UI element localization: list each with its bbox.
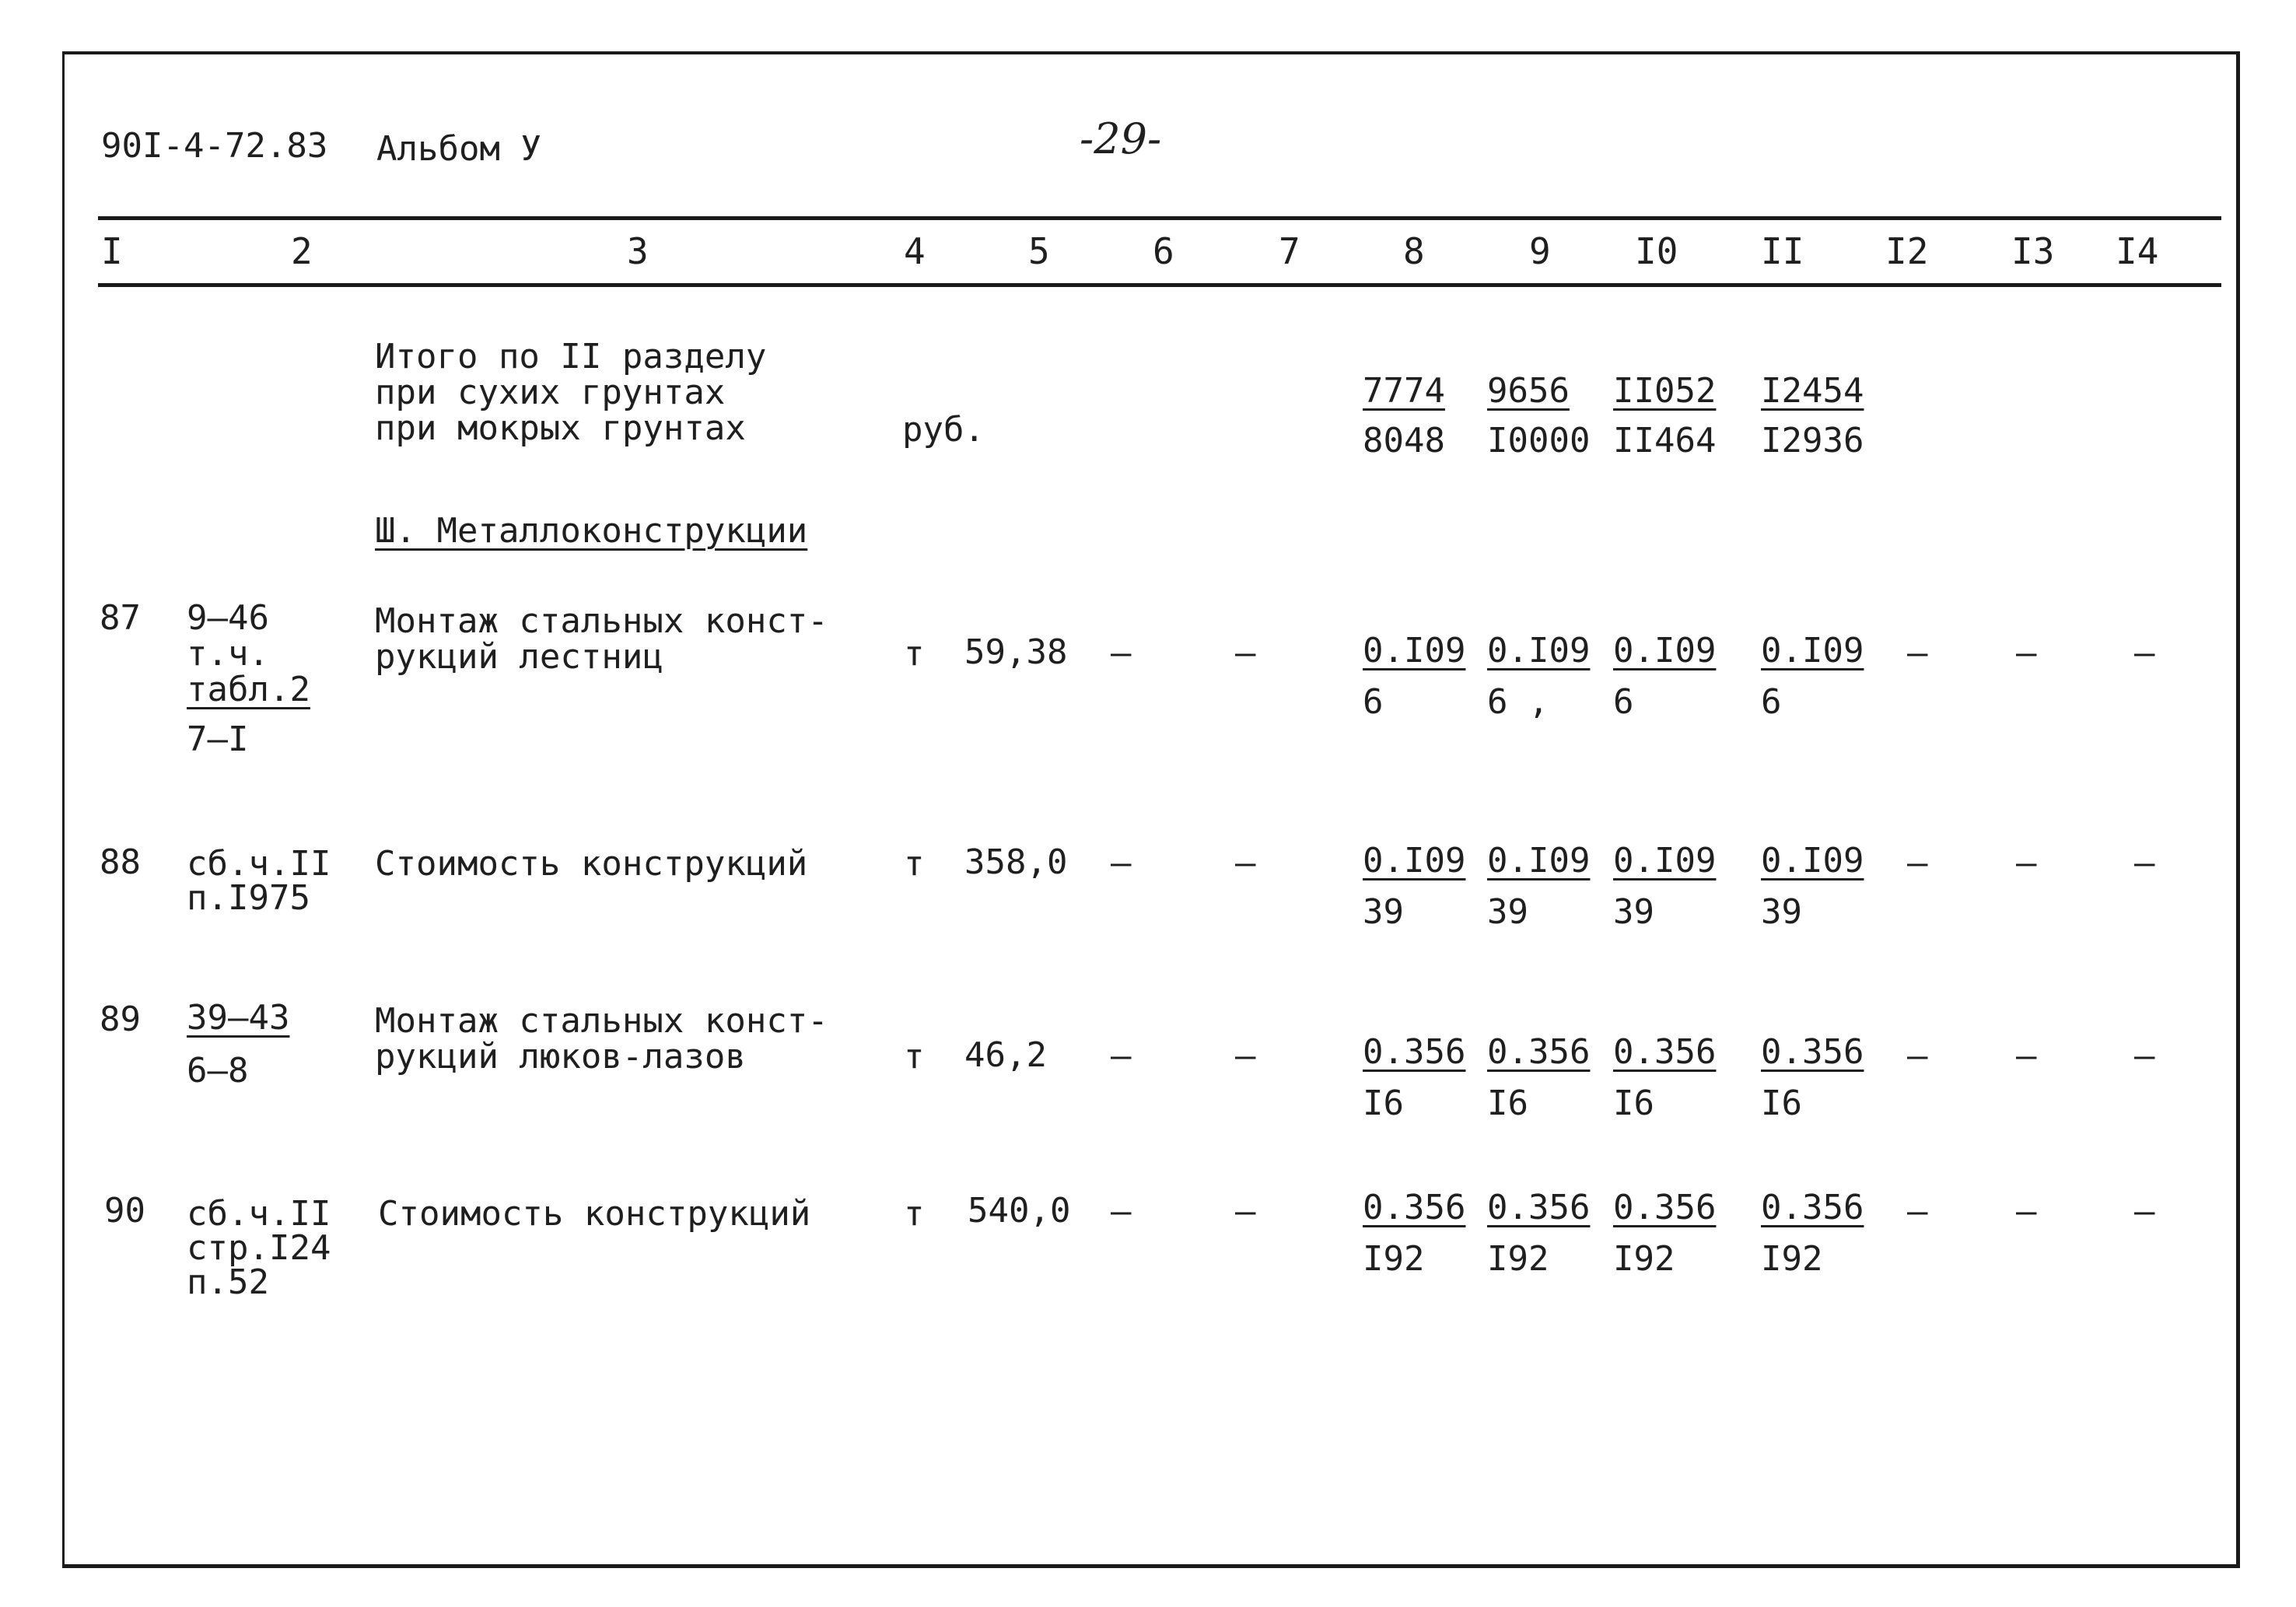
row-89-c14: – [2134,1036,2155,1076]
row-89-c11-top: 0.356 [1761,1032,1864,1072]
row-90-unit: т [904,1194,925,1234]
row-89-c13: – [2016,1036,2037,1076]
row-89-c9-bottom: I6 [1487,1084,1528,1123]
colnum-3: 3 [627,230,649,272]
row-89-qty: 46,2 [964,1035,1047,1075]
row-90-c12: – [1907,1192,1928,1231]
summary-wet-c9: I0000 [1487,421,1591,460]
row-89-code-2: 6–8 [187,1051,249,1091]
summary-title-line-3: при мокрых грунтах [375,408,746,448]
row-90-c9-top: 0.356 [1487,1188,1591,1227]
row-88-desc-1: Стоимость конструкций [375,844,808,884]
summary-wet-c10: II464 [1613,421,1717,460]
row-87-c7: – [1235,633,1256,673]
colnum-9: 9 [1529,230,1551,272]
row-90-c9-bottom: I92 [1487,1239,1549,1279]
colnum-12: I2 [1885,230,1929,272]
row-87-qty: 59,38 [964,632,1068,672]
colnum-13: I3 [2011,230,2055,272]
row-88-code-2: п.I975 [187,878,310,918]
row-87-code-1: 9–46 [187,598,269,638]
row-87-c11-top: 0.I09 [1761,631,1864,670]
row-88-c7: – [1235,843,1256,883]
row-88-c11-bottom: 39 [1761,892,1802,932]
row-89-c10-top: 0.356 [1613,1032,1717,1072]
row-88-c8-bottom: 39 [1363,892,1404,932]
header-bottom-rule [98,283,2221,287]
row-87-c10-top: 0.I09 [1613,631,1717,670]
summary-dry-c11: I2454 [1761,371,1864,411]
summary-wet-c8: 8048 [1363,421,1445,460]
row-88-code-1: сб.ч.II [187,844,331,884]
row-88-c11-top: 0.I09 [1761,841,1864,881]
row-88-c10-top: 0.I09 [1613,841,1717,881]
row-88-c14: – [2134,843,2155,883]
summary-title-line-2: при сухих грунтах [375,373,726,412]
album-label: Альбом У [376,129,541,169]
row-88-c12: – [1907,843,1928,883]
page-number: -29- [1080,114,1162,163]
row-87-code-4: 7–I [187,719,249,759]
row-90-c7: – [1235,1192,1256,1231]
row-87-c14: – [2134,633,2155,673]
row-87-desc-1: Монтаж стальных конст- [375,601,828,641]
row-90-c10-bottom: I92 [1613,1239,1675,1279]
colnum-11: II [1761,230,1804,272]
row-87-code-3: табл.2 [187,670,310,709]
row-90-code-3: п.52 [187,1262,269,1302]
row-90-c10-top: 0.356 [1613,1188,1717,1227]
row-87-c9-top: 0.I09 [1487,631,1591,670]
row-87-c12: – [1907,633,1928,673]
summary-dry-c10: II052 [1613,371,1717,411]
row-89-c11-bottom: I6 [1761,1084,1802,1123]
summary-wet-c11: I2936 [1761,421,1864,460]
colnum-5: 5 [1028,230,1050,272]
row-89-c10-bottom: I6 [1613,1084,1654,1123]
row-88-c10-bottom: 39 [1613,892,1654,932]
colnum-4: 4 [904,230,926,272]
row-87-c10-bottom: 6 [1613,682,1634,722]
colnum-7: 7 [1279,230,1300,272]
row-89-c9-top: 0.356 [1487,1032,1591,1072]
page-frame [62,51,2240,1568]
row-88-c6: – [1111,843,1132,883]
section-title: Ш. Металлоконструкции [375,511,808,551]
row-90-qty: 540,0 [968,1191,1071,1231]
row-87-c9-bottom: 6 , [1487,682,1549,722]
row-90-c8-top: 0.356 [1363,1188,1466,1227]
row-88-unit: т [904,844,925,884]
row-87-desc-2: рукций лестниц [375,637,663,677]
row-87-c8-bottom: 6 [1363,682,1384,722]
row-90-c6: – [1111,1192,1132,1231]
row-89-c8-bottom: I6 [1363,1084,1404,1123]
row-90-desc-1: Стоимость конструкций [378,1194,811,1234]
row-89-c12: – [1907,1036,1928,1076]
row-90-c11-bottom: I92 [1761,1239,1823,1279]
colnum-10: I0 [1635,230,1678,272]
row-87-num: 87 [100,598,141,638]
row-87-code-2: т.ч. [187,634,269,674]
row-90-c11-top: 0.356 [1761,1188,1864,1227]
row-89-num: 89 [100,1000,141,1039]
row-90-c14: – [2134,1192,2155,1231]
summary-unit: руб. [902,410,985,450]
colnum-2: 2 [291,230,313,272]
summary-title-line-1: Итого по II разделу [375,337,767,376]
row-90-code-1: сб.ч.II [187,1194,331,1234]
colnum-6: 6 [1153,230,1174,272]
row-87-c11-bottom: 6 [1761,682,1782,722]
row-90-c8-bottom: I92 [1363,1239,1425,1279]
summary-dry-c8: 7774 [1363,371,1445,411]
row-87-c13: – [2016,633,2037,673]
row-88-c9-bottom: 39 [1487,892,1528,932]
row-90-code-2: стр.I24 [187,1228,331,1268]
row-89-desc-1: Монтаж стальных конст- [375,1001,828,1041]
row-89-c6: – [1111,1036,1132,1076]
row-89-unit: т [904,1037,925,1077]
row-89-code-1: 39–43 [187,998,290,1038]
row-89-c7: – [1235,1036,1256,1076]
row-88-c9-top: 0.I09 [1487,841,1591,881]
row-87-unit: т [904,634,925,674]
doc-code: 90I-4-72.83 [101,126,328,166]
colnum-8: 8 [1403,230,1425,272]
row-88-c13: – [2016,843,2037,883]
header-top-rule [98,216,2221,220]
row-88-c8-top: 0.I09 [1363,841,1466,881]
colnum-1: I [101,230,123,272]
row-89-c8-top: 0.356 [1363,1032,1466,1072]
row-90-num: 90 [104,1191,145,1231]
row-88-qty: 358,0 [964,842,1068,882]
row-87-c6: – [1111,633,1132,673]
row-90-c13: – [2016,1192,2037,1231]
summary-dry-c9: 9656 [1487,371,1570,411]
colnum-14: I4 [2116,230,2159,272]
row-87-c8-top: 0.I09 [1363,631,1466,670]
row-88-num: 88 [100,842,141,882]
row-89-desc-2: рукций люков-лазов [375,1037,746,1077]
